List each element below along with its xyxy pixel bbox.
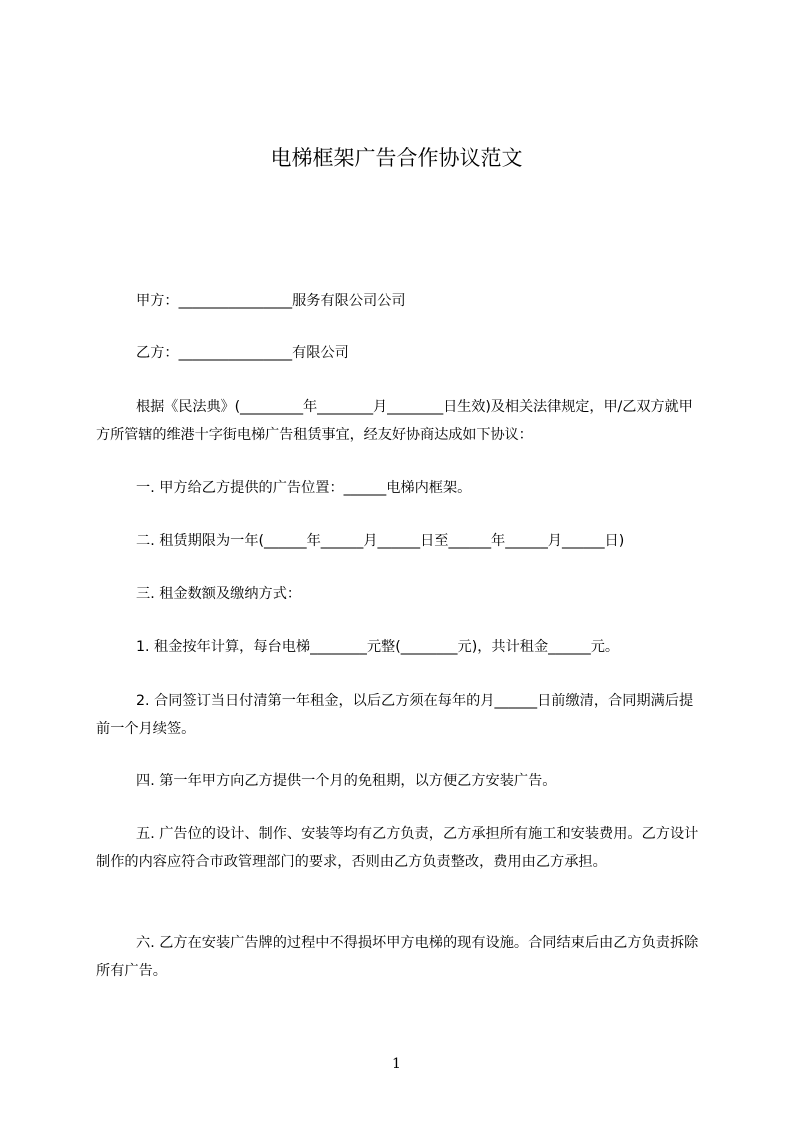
clause-3-1: 1. 租金按年计算，每台电梯________元整(________元)，共计租金______元。 (136, 639, 620, 655)
clause-5: 五. 广告位的设计、制作、安装等均有乙方负责，乙方承担所有施工和安装费用。乙方设计制作的内容应符合市政管理部门的要求，否则由乙方负责整改，费用由乙方承担。 (96, 826, 699, 870)
party-a-line: 甲方：________________服务有限公司公司 (136, 293, 406, 309)
clause-3-2: 2. 合同签订当日付清第一年租金，以后乙方须在每年的月______日前缴清，合同期满后提前一个月续签。 (96, 693, 694, 737)
party-b-line: 乙方：________________有限公司 (136, 345, 349, 361)
preamble-paragraph: 根据《民法典》(_________年________月________日生效)及相关法律规定，甲/乙双方就甲方所管辖的维港十字街电梯广告租赁事宜，经友好协商达成如下协议： (96, 399, 693, 443)
clause-3: 三. 租金数额及缴纳方式： (136, 586, 302, 602)
clause-4: 四. 第一年甲方向乙方提供一个月的免租期，以方便乙方安装广告。 (136, 773, 557, 789)
clause-1: 一. 甲方给乙方提供的广告位置：______电梯内框架。 (136, 480, 472, 496)
document-title: 电梯框架广告合作协议范文 (270, 146, 523, 170)
clause-6: 六. 乙方在安装广告牌的过程中不得损坏甲方电梯的现有设施。合同结束后由乙方负责拆除所有广告。 (96, 935, 699, 979)
page-number: 1 (392, 1056, 401, 1072)
clause-2: 二. 租赁期限为一年(______年______月______日至______年______月______日) (136, 533, 625, 549)
